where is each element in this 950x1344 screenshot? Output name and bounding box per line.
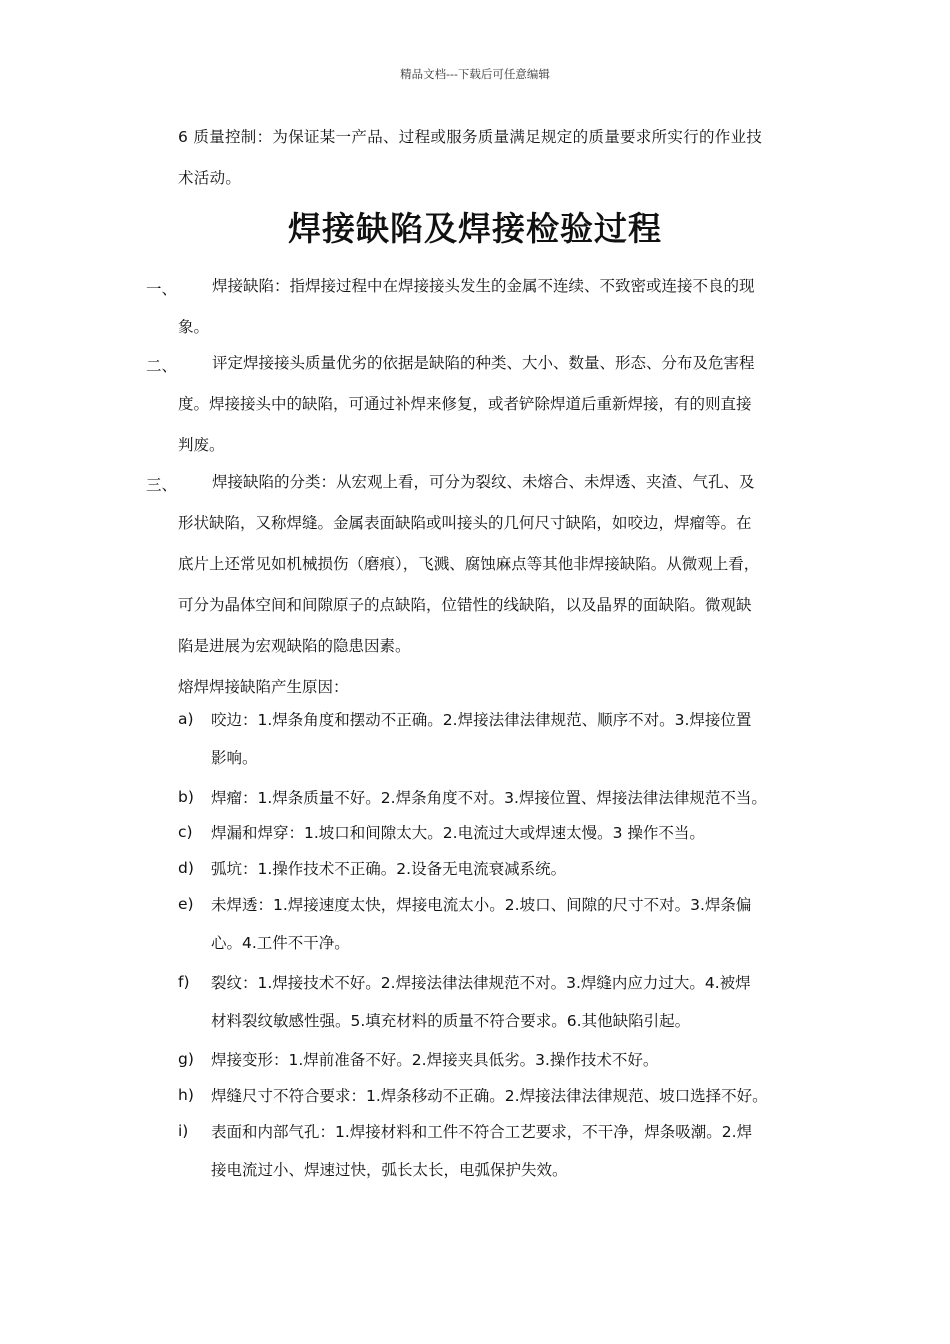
section-line: 度。焊接接头中的缺陷，可通过补焊来修复，或者铲除焊道后重新焊接，有的则直接 — [178, 395, 752, 413]
cause-line: 未焊透：1.焊接速度太快，焊接电流太小。2.坡口、间隙的尺寸不对。3.焊条偏 — [211, 896, 752, 914]
cause-line: 焊缝尺寸不符合要求：1.焊条移动不正确。2.焊接法律法律规范、坡口选择不好。 — [211, 1087, 768, 1105]
cause-label: a) — [178, 710, 194, 728]
cause-label: f) — [178, 973, 190, 991]
intro-line: 术活动。 — [178, 169, 242, 187]
cause-label: b) — [178, 788, 194, 806]
causes-heading: 熔焊焊接缺陷产生原因： — [178, 678, 349, 696]
section-paragraph — [178, 343, 818, 466]
section-paragraph — [178, 462, 818, 667]
cause-line: 焊接变形：1.焊前准备不好。2.焊接夹具低劣。3.操作技术不好。 — [211, 1051, 659, 1069]
section-line: 可分为晶体空间和间隙原子的点缺陷，位错性的线缺陷，以及晶界的面缺陷。微观缺 — [178, 596, 752, 614]
cause-label: d) — [178, 859, 194, 877]
section-line: 底片上还常见如机械损伤（磨痕），飞溅、腐蚀麻点等其他非焊接缺陷。从微观上看， — [178, 555, 760, 573]
section-number: 三、 — [146, 476, 178, 494]
intro-paragraph — [178, 117, 818, 199]
section-first-line: 焊接缺陷的分类：从宏观上看，可分为裂纹、未熔合、未焊透、夹渣、气孔、及 — [212, 473, 755, 491]
section-line: 形状缺陷，又称焊缝。金属表面缺陷或叫接头的几何尺寸缺陷，如咬边，焊瘤等。在 — [178, 514, 752, 532]
cause-line: 咬边：1.焊条角度和摆动不正确。2.焊接法律法律规范、顺序不对。3.焊接位置 — [211, 711, 752, 729]
section-line: 陷是进展为宏观缺陷的隐患因素。 — [178, 637, 411, 655]
cause-line: 心。4.工件不干净。 — [211, 934, 350, 952]
section-number: 二、 — [146, 357, 178, 375]
cause-line: 焊瘤：1.焊条质量不好。2.焊条角度不对。3.焊接位置、焊接法律法律规范不当。 — [211, 789, 767, 807]
intro-line: 6 质量控制：为保证某一产品、过程或服务质量满足规定的质量要求所实行的作业技 — [178, 128, 763, 146]
cause-line: 焊漏和焊穿：1.坡口和间隙太大。2.电流过大或焊速太慢。3 操作不当。 — [211, 824, 705, 842]
page-header: 精品文档---下载后可任意编辑 — [400, 67, 550, 81]
section-first-line: 评定焊接接头质量优劣的依据是缺陷的种类、大小、数量、形态、分布及危害程 — [212, 354, 755, 372]
cause-label: i) — [178, 1122, 189, 1140]
cause-line: 材料裂纹敏感性强。5.填充材料的质量不符合要求。6.其他缺陷引起。 — [211, 1012, 691, 1030]
section-first-line: 焊接缺陷：指焊接过程中在焊接接头发生的金属不连续、不致密或连接不良的现 — [212, 277, 755, 295]
cause-label: g) — [178, 1050, 194, 1068]
cause-line: 影响。 — [211, 749, 258, 767]
section-paragraph — [178, 266, 818, 348]
section-line: 象。 — [178, 318, 210, 336]
section-number: 一、 — [146, 280, 178, 298]
document-title: 焊接缺陷及焊接检验过程 — [288, 209, 662, 248]
cause-label: e) — [178, 895, 194, 913]
cause-label: c) — [178, 823, 193, 841]
cause-line: 表面和内部气孔：1.焊接材料和工件不符合工艺要求，不干净，焊条吸潮。2.焊 — [211, 1123, 753, 1141]
cause-line: 弧坑：1.操作技术不正确。2.设备无电流衰减系统。 — [211, 860, 567, 878]
section-line: 判废。 — [178, 436, 225, 454]
cause-line: 裂纹：1.焊接技术不好。2.焊接法律法律规范不对。3.焊缝内应力过大。4.被焊 — [211, 974, 751, 992]
cause-line: 接电流过小、焊速过快，弧长太长，电弧保护失效。 — [211, 1161, 568, 1179]
cause-label: h) — [178, 1086, 194, 1104]
